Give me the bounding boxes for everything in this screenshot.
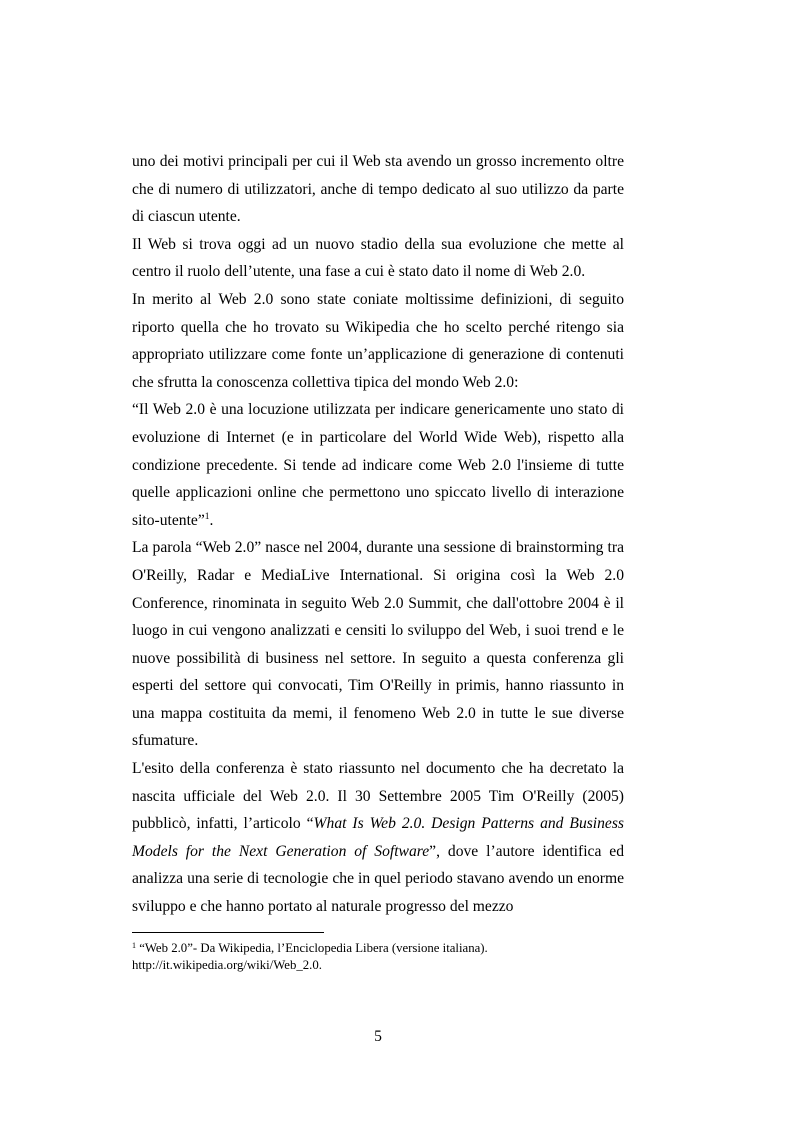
- paragraph-4-quote: [132, 396, 624, 534]
- quote-period: .: [209, 511, 214, 529]
- wikipedia-quote: “Il Web 2.0 è una locuzione utilizzata per indicare genericamente uno stato di evoluzione di Internet (e in particolare del World Wide Web), rispetto alla condizione precedente. Si tende ad indicare come Web 2.0 l'insieme di tutte quelle applicazioni online che permettono uno spiccato livello di interazione sito-utente”: [132, 401, 624, 529]
- paragraph-2: Il Web si trova oggi ad un nuovo stadio della sua evoluzione che mette al centro il ruolo dell’utente, una fase a cui è stato dato il nome di Web 2.0.: [132, 235, 624, 281]
- footnote-text: “Web 2.0”- Da Wikipedia, l’Enciclopedia Libera (versione italiana).: [136, 941, 488, 955]
- paragraph-1: uno dei motivi principali per cui il Web sta avendo un grosso incremento oltre che di numero di utilizzatori, anche di tempo dedicato al suo utilizzo da parte di ciascun utente.: [132, 153, 624, 226]
- paragraph-6: [132, 755, 624, 921]
- footnote-reference[interactable]: 1: [204, 511, 210, 522]
- footnote-mark: 1: [132, 941, 136, 950]
- paragraph-5: La parola “Web 2.0” nasce nel 2004, durante una sessione di brainstorming tra O'Reilly, Radar e MediaLive International. Si origina così la Web 2.0 Conference, rinominata in seguito Web 2.0 Summit, che dall'ottobre 2004 è il luogo in cui vengono analizzati e censiti lo sviluppo del Web, i suoi trend e le nuove possibilità di business nel settore. In seguito a questa conferenza gli esperti del settore qui convocati, Tim O'Reilly in primis, hanno riassunto in una mappa costituita da memi, il fenomeno Web 2.0 in tutte le sue diverse sfumature.: [132, 539, 624, 750]
- article-title: What Is Web 2.0. Design Patterns and Business Models for the Next Generation of Software: [132, 815, 624, 860]
- paragraph-6-start: L'esito della conferenza è stato riassunto nel documento che ha decretato la nascita ufficiale del Web 2.0. Il 30 Settembre 2005 Tim O'Reilly (2005) pubblicò, infatti, l’articolo “: [132, 760, 624, 833]
- footnote-line-1: [132, 940, 632, 957]
- footnote-separator: [132, 932, 324, 933]
- footnote: [132, 940, 632, 974]
- paragraph-6-end: ”, dove l’autore identifica ed analizza una serie di tecnologie che in quel periodo stavano avendo un enorme sviluppo e che hanno portato al naturale progresso del mezzo: [132, 842, 624, 916]
- paragraph-3: In merito al Web 2.0 sono state coniate moltissime definizioni, di seguito riporto quella che ho trovato su Wikipedia che ho scelto perché ritengo sia appropriato utilizzare come fonte un’applicazione di generazione di contenuti che sfrutta la conoscenza collettiva tipica del mondo Web 2.0:: [132, 290, 624, 391]
- body-text: [132, 148, 624, 921]
- footnote-url[interactable]: http://it.wikipedia.org/wiki/Web_2.0.: [132, 958, 322, 972]
- page-number: 5: [374, 1028, 382, 1045]
